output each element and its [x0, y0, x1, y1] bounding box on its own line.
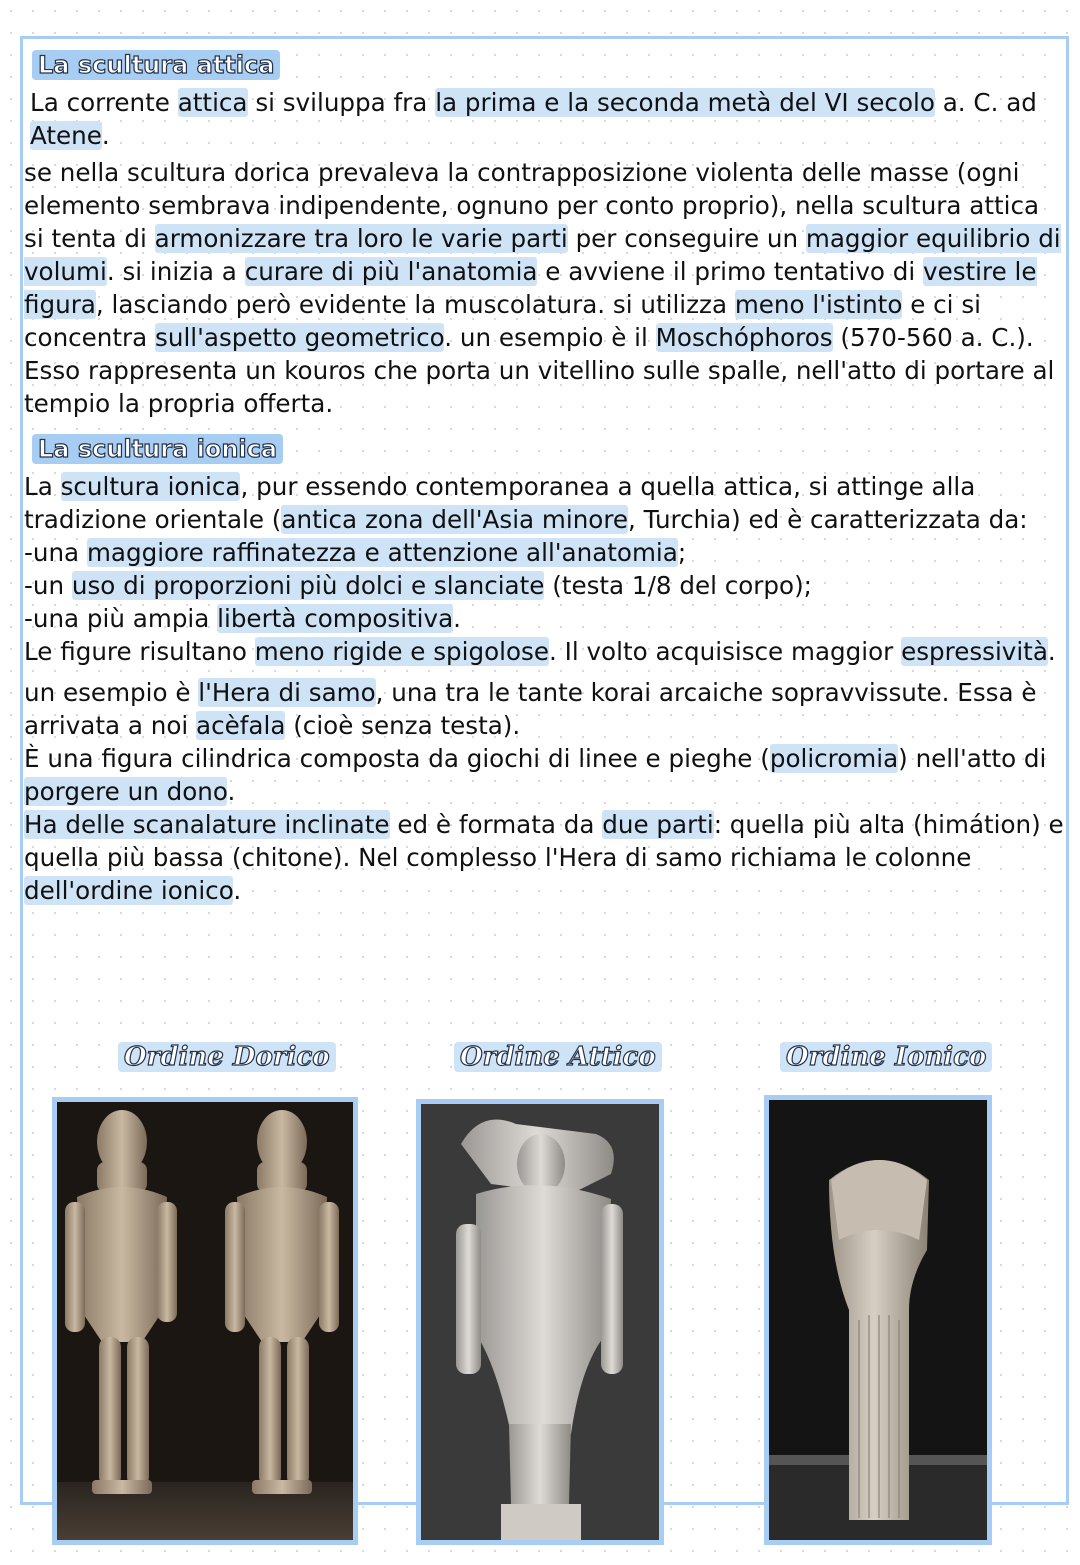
section-title-ionica: La scultura ionica: [32, 434, 283, 464]
attica-paragraph-1: La corrente attica si sviluppa fra la prima e la seconda metà del VI secolo a. C. ad Atene.: [30, 88, 1037, 150]
notes-content: [24, 50, 1064, 907]
caption-ordine-ionico: Ordine Ionico: [780, 1042, 992, 1072]
caption-ordine-attico: Ordine Attico: [454, 1042, 662, 1072]
photo-dorico-kouroi: [52, 1097, 358, 1545]
ionica-list-item-3: -una più ampia libertà compositiva.: [24, 604, 461, 633]
photo-ionico-hera-di-samo: [764, 1095, 992, 1545]
ionica-paragraph-5: Ha delle scanalature inclinate ed è formata da due parti: quella più alta (himátion) e quella più bassa (chitone). Nel complesso l'Hera di samo richiama le colonne dell'ordine ionico.: [24, 810, 1064, 905]
section-title-attica: La scultura attica: [32, 50, 280, 80]
caption-ordine-dorico: Ordine Dorico: [118, 1042, 336, 1072]
kouroi-statues-image: [57, 1102, 353, 1540]
hera-statue-image: [769, 1100, 987, 1540]
ionica-list-item-2: -un uso di proporzioni più dolci e slanciate (testa 1/8 del corpo);: [24, 571, 812, 600]
ionica-paragraph-4: È una figura cilindrica composta da giochi di linee e pieghe (policromia) nell'atto di porgere un dono.: [24, 744, 1047, 806]
ionica-list-item-1: -una maggiore raffinatezza e attenzione all'anatomia;: [24, 538, 687, 567]
ionica-paragraph-1: La scultura ionica, pur essendo contemporanea a quella attica, si attinge alla tradizione orientale (antica zona dell'Asia minore, Turchia) ed è caratterizzata da:: [24, 472, 1028, 534]
attica-paragraph-2: se nella scultura dorica prevaleva la contrapposizione violenta delle masse (ogni elemento sembrava indipendente, ognuno per conto proprio), nella scultura attica si tenta di armonizzare tra loro le varie parti per conseguire un maggior equilibrio di volumi. si inizia a curare di più l'anatomia e avviene il primo tentativo di vestire le figura, lasciando però evidente la muscolatura. si utilizza meno l'istinto e ci si concentra sull'aspetto geometrico. un esempio è il Moschóphoros (570-560 a. C.). Esso rappresenta un kouros che porta un vitellino sulle spalle, nell'atto di portare al tempio la propria offerta.: [24, 158, 1061, 418]
ionica-paragraph-2: Le figure risultano meno rigide e spigolose. Il volto acquisisce maggior espressività.: [24, 637, 1056, 666]
ionica-paragraph-3: un esempio è l'Hera di samo, una tra le tante korai arcaiche sopravvissute. Essa è arrivata a noi acèfala (cioè senza testa).: [24, 678, 1037, 740]
photo-attico-moschophoros: [416, 1099, 664, 1545]
moschophoros-statue-image: [421, 1104, 659, 1540]
